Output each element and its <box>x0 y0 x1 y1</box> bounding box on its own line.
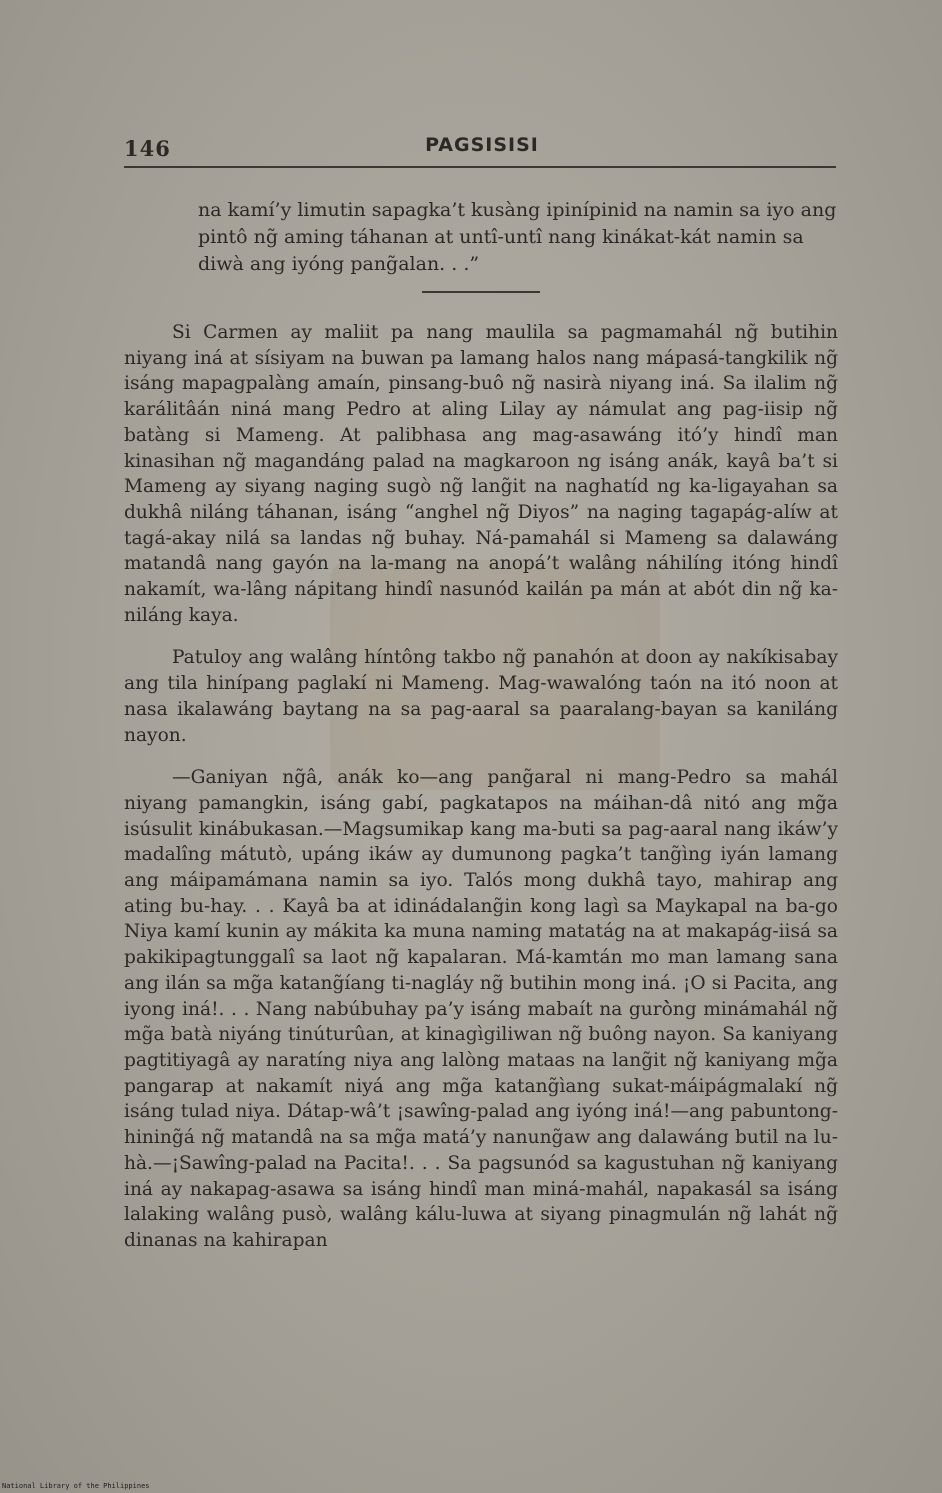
quote-text: na kamí’y limutin sapagka’t kusàng ipinípinid na namin sa iyo ang pintô ng̃ aming táhanan at untî-untî nang kinákat-kát namin sa diwà ang iyóng pang̃alan. . .” <box>198 199 837 275</box>
header-rule <box>124 166 836 168</box>
quote-block <box>198 197 838 278</box>
paragraph: Patuloy ang walâng híntông takbo ng̃ panahón at doon ay nakíkisabay ang tila hinípang paglakí ni Mameng. Mag-wawalóng taón na itó noon at nasa ikalawáng baytang na sa pag-aaral sa paaralang-bayan sa kaniláng nayon. <box>124 647 838 746</box>
section-divider <box>422 291 540 293</box>
running-title: PAGSISISI <box>425 134 539 156</box>
library-watermark: National Library of the Philippines <box>2 1482 150 1490</box>
page-header <box>124 130 840 170</box>
paragraph: —Ganiyan ng̃â, anák ko—ang pang̃aral ni mang-Pedro sa mahál niyang pamangkin, isáng gabí, pagkatapos na máihan-dâ nitó ang mg̃a isúsulit kinábukasan.—Magsumikap kang ma-buti sa pag-aaral nang ikáw’y madalîng mátutò, upáng ikáw ay dumunong pagka’t tang̃ìng iyán lamang ang máipamámana namin sa iyo. Talós mong dukhâ tayo, mahirap ang ating bu-hay. . . Kayâ ba at idinádalang̃in kong lagì sa Maykapal na ba-go Niya kamí kunin ay mákita ka muna naming matatág na at makapág-iisá sa pakikipagtunggalî sa laot ng̃ kapalaran. Má-kamtán mo man lamang sana ang ilán sa mg̃a katang̃íang ti-nagláy ng̃ butihin mong iná. ¡O si Pacita, ang iyong iná!. . . Nang nabúbuhay pa’y isáng mabaít na gurò̀ng minámahál ng̃ mg̃a batà niyáng tinúturûan, at kinagìgiliwan ng̃ buông nayon. Sa kaniyang pagtitiyagâ ay naratíng niya ang lalòng mataas na lang̃it ng̃ kaniyang mg̃a pangarap at nakamít niyá ang mg̃a katang̃ìang sukat-máipágmalakí ng̃ isáng tulad niya. Dátap-wâ’t ¡sawîng-palad ang iyóng iná!—ang pabuntong-hining̃á ng̃ matandâ na sa mg̃a matá’y nanung̃aw ang dalawáng butil na lu-hà.—¡Sawîng-palad na Pacita!. . . Sa pagsunód sa kagustuhan ng̃ kaniyang iná ay nakapag-asawa sa isáng hindî man miná-mahál, napakasál sa isáng lalaking walâng pusò, walâng kálu-luwa at siyang pinagmulán ng̃ lahát ng̃ dinanas na kahirapan <box>124 767 838 1251</box>
paragraph: Si Carmen ay maliit pa nang maulila sa pagmamahál ng̃ butihin niyang iná at sísiyam na buwan pa lamang halos nang mápasá-tangkilik ng̃ isáng mapagpalàng amaín, pinsang-buô ng̃ nasirà niyang iná. Sa ilalim ng̃ karálitâán niná mang Pedro at aling Lilay ay námulat ang pag-iisip ng̃ batàng si Mameng. At palibhasa ang mag-asawáng itó’y hindî man kinasihan ng̃ magandáng palad na magkaroon ng isáng anák, kayâ ba’t si Mameng ay siyang naging sugò ng̃ lang̃it na naghatíd ng ka-ligayahan sa dukhâ niláng táhanan, isáng “anghel ng̃ Diyos” na naging tagapág-alíw at tagá-akay nilá sa landas ng̃ buhay. Ná-pamahál si Mameng sa dalawáng matandâ nang gayón na la-mang na anopá’t walâng náhilíng itóng hindî nakamít, wa-lâng nápitang hindî nasunód kailán pa mán at abót din ng̃ ka-niláng kaya. <box>124 322 838 626</box>
body-text <box>124 320 838 1254</box>
page-number: 146 <box>124 136 171 161</box>
